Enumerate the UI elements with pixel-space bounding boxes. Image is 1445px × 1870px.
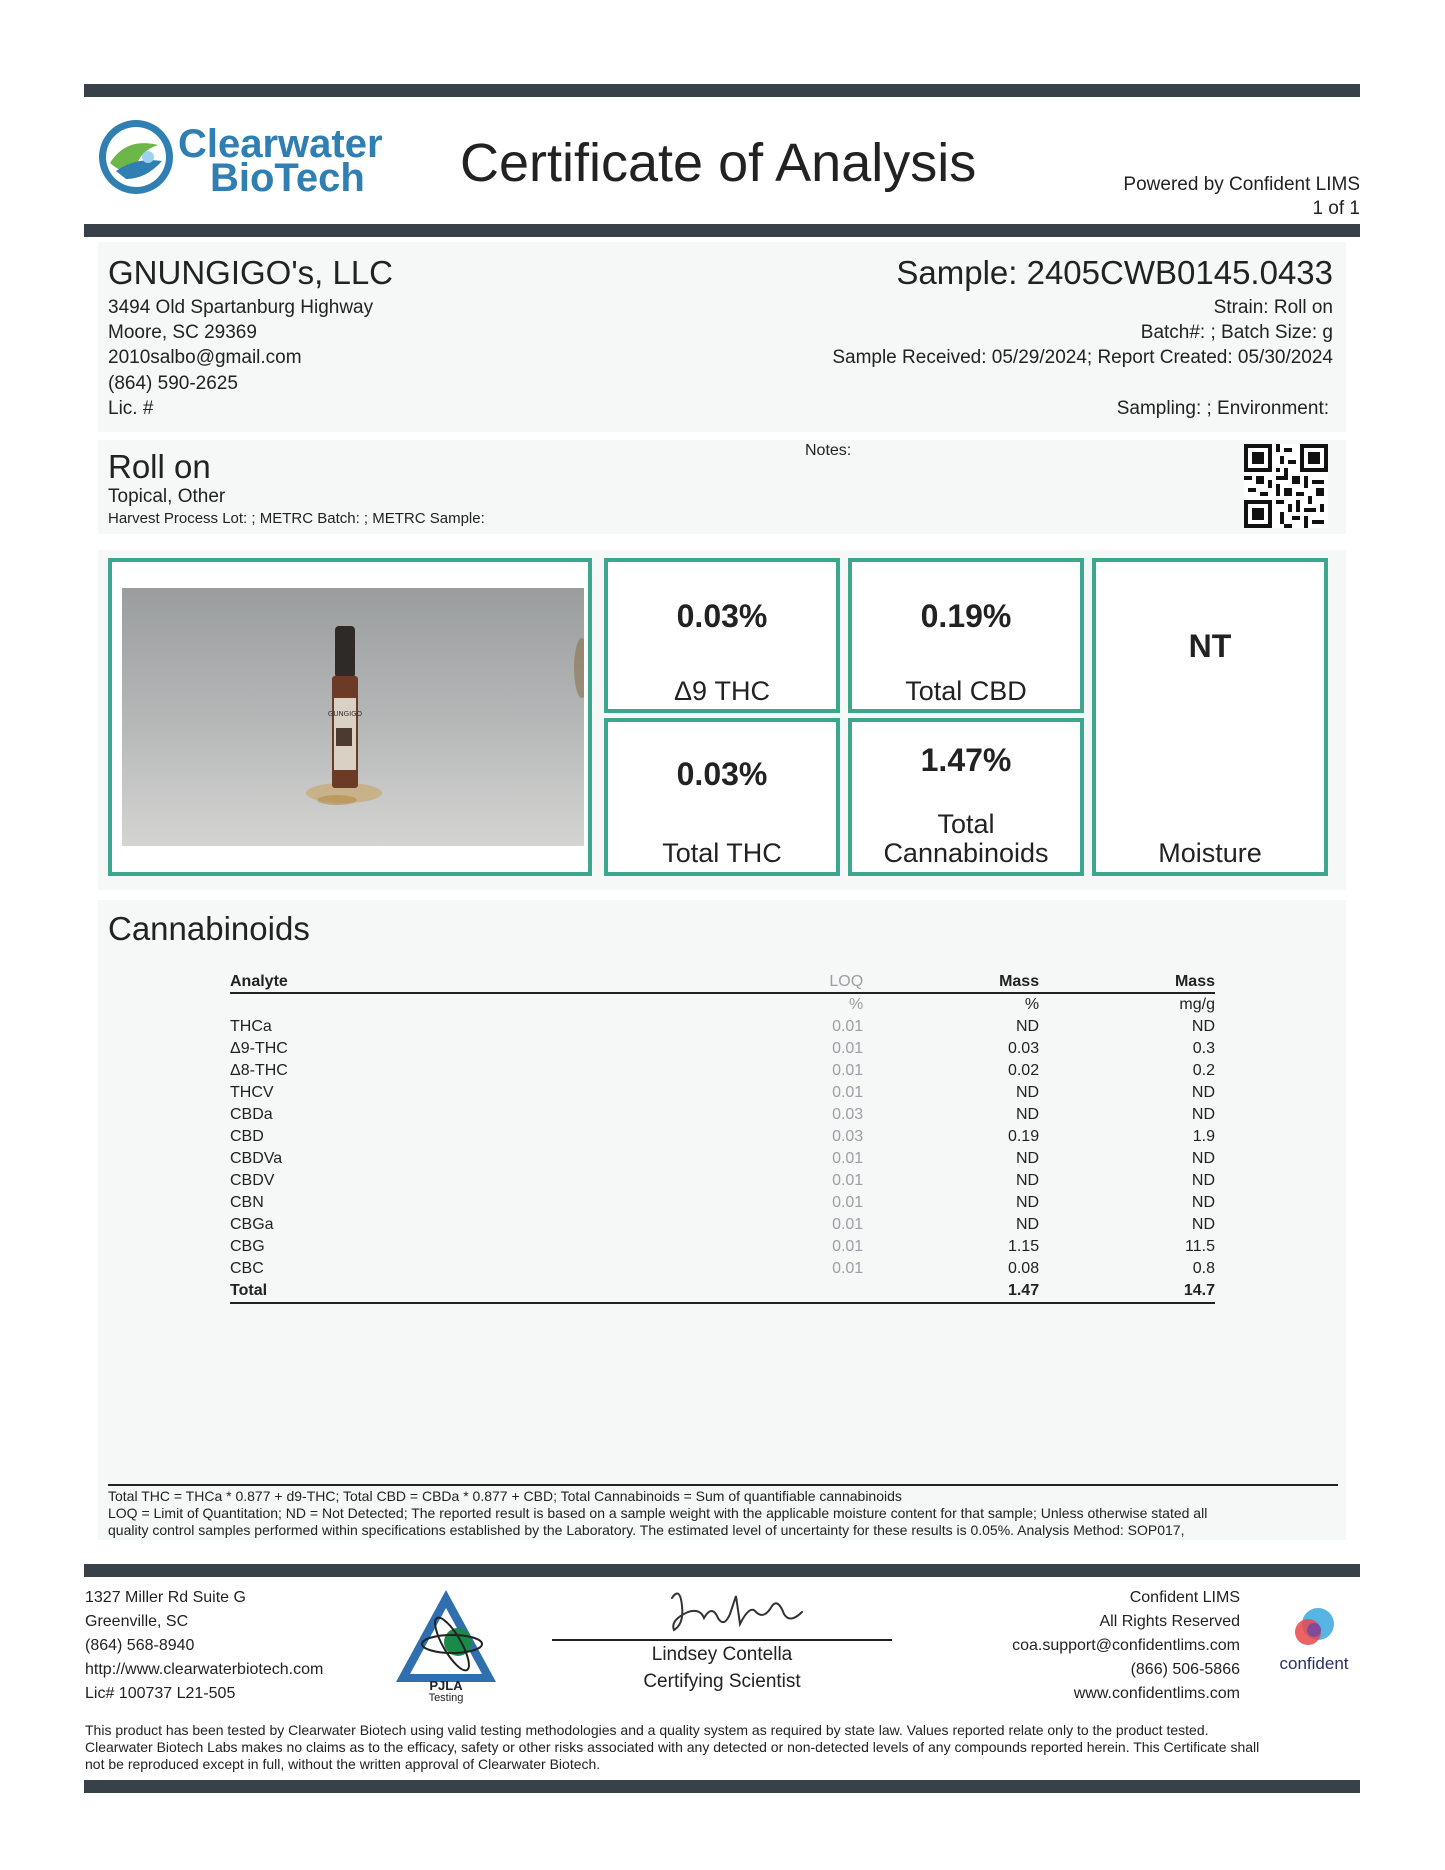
total-row: Total 1.47 14.7 bbox=[230, 1280, 1215, 1303]
table-row: CBDV 0.01 ND ND bbox=[230, 1172, 1215, 1189]
clearwater-logo-icon bbox=[96, 117, 176, 197]
table-row: CBC 0.01 0.08 0.8 bbox=[230, 1260, 1215, 1277]
table-row: CBGa 0.01 ND ND bbox=[230, 1216, 1215, 1233]
footer-divider bbox=[84, 1564, 1360, 1577]
d9thc-tile bbox=[604, 558, 840, 713]
moisture-label: Moisture bbox=[1158, 838, 1262, 868]
logo-clearwater-text: Clearwater bbox=[178, 122, 383, 166]
confident-logo-text: confident bbox=[1279, 1654, 1349, 1673]
table-row: THCV 0.01 ND ND bbox=[230, 1084, 1215, 1101]
product-lots: Harvest Process Lot: ; METRC Batch: ; METRC Sample: bbox=[108, 510, 485, 527]
cannabinoids-title: Cannabinoids bbox=[108, 910, 310, 947]
page-number: 1 of 1 bbox=[1312, 198, 1360, 219]
client-address1: 3494 Old Spartanburg Highway bbox=[108, 297, 374, 318]
client-address2: Moore, SC 29369 bbox=[108, 322, 257, 343]
disclaimer-line3: not be reproduced except in full, without the written approval of Clearwater Biotech. bbox=[85, 1756, 601, 1772]
header-divider bbox=[84, 224, 1360, 237]
cannabinoids-table bbox=[230, 972, 1215, 1304]
lims-website[interactable]: www.confidentlims.com bbox=[1073, 1685, 1240, 1702]
client-email: 2010salbo@gmail.com bbox=[108, 347, 302, 368]
total-cannabinoids-label1: Total bbox=[937, 809, 995, 839]
sample-id: Sample: 2405CWB0145.0433 bbox=[896, 254, 1333, 291]
total-thc-tile bbox=[604, 718, 840, 876]
top-bar bbox=[84, 84, 1360, 97]
client-name: GNUNGIGO's, LLC bbox=[108, 254, 394, 291]
header-loq: LOQ bbox=[652, 972, 863, 993]
client-license: Lic. # bbox=[108, 398, 154, 419]
total-cannabinoids-label2: Cannabinoids bbox=[883, 838, 1049, 868]
lims-rights: All Rights Reserved bbox=[1099, 1613, 1240, 1630]
notes-line1: Total THC = THCa * 0.877 + d9-THC; Total CBD = CBDa * 0.877 + CBD; Total Cannabinoids = Sum of quantifiable cannabinoids bbox=[108, 1488, 902, 1504]
table-row: CBD 0.03 0.19 1.9 bbox=[230, 1128, 1215, 1145]
lab-address1: 1327 Miller Rd Suite G bbox=[85, 1589, 246, 1606]
pjla-accreditation-logo bbox=[392, 1586, 500, 1714]
header-analyte: Analyte bbox=[230, 972, 652, 993]
product-category: Topical, Other bbox=[108, 486, 226, 507]
sample-sampling: Sampling: ; Environment: bbox=[1116, 398, 1329, 419]
notes-label: Notes: bbox=[805, 442, 852, 459]
lab-address2: Greenville, SC bbox=[85, 1613, 189, 1630]
page-title: Certificate of Analysis bbox=[460, 133, 977, 193]
qr-code[interactable] bbox=[1244, 444, 1328, 528]
signer-title: Certifying Scientist bbox=[643, 1671, 801, 1692]
lims-phone: (866) 506-5866 bbox=[1130, 1661, 1240, 1678]
lab-license: Lic# 100737 L21-505 bbox=[85, 1685, 236, 1702]
table-row: CBN 0.01 ND ND bbox=[230, 1194, 1215, 1211]
powered-by: Powered by Confident LIMS bbox=[1123, 174, 1360, 195]
sample-batch: Batch#: ; Batch Size: g bbox=[1140, 322, 1333, 343]
svg-text:GUNGIGO: GUNGIGO bbox=[327, 710, 363, 718]
client-phone: (864) 590-2625 bbox=[108, 373, 238, 394]
sample-strain: Strain: Roll on bbox=[1213, 297, 1333, 318]
total-thc-value: 0.03% bbox=[676, 756, 768, 792]
unit-mass-pct: % bbox=[1024, 996, 1040, 1013]
total-cbd-label: Total CBD bbox=[905, 676, 1027, 706]
moisture-value: NT bbox=[1188, 628, 1232, 664]
unit-mass-mg: mg/g bbox=[1179, 996, 1215, 1013]
total-cannabinoids-tile bbox=[848, 718, 1084, 876]
product-name: Roll on bbox=[108, 448, 211, 485]
table-row: CBDa 0.03 ND ND bbox=[230, 1106, 1215, 1123]
table-row: CBG 0.01 1.15 11.5 bbox=[230, 1238, 1215, 1255]
pjla-testing: Testing bbox=[428, 1692, 464, 1704]
logo-biotech-text: BioTech bbox=[210, 156, 365, 200]
total-thc-label: Total THC bbox=[662, 838, 782, 868]
total-cannabinoids-value: 1.47% bbox=[920, 742, 1012, 778]
unit-loq: % bbox=[848, 996, 864, 1013]
sample-dates: Sample Received: 05/29/2024; Report Created: 05/30/2024 bbox=[832, 347, 1333, 368]
signer-name: Lindsey Contella bbox=[651, 1644, 793, 1665]
sample-photo-tile bbox=[108, 558, 592, 876]
bottom-bar bbox=[84, 1780, 1360, 1793]
d9thc-label: Δ9 THC bbox=[673, 676, 771, 706]
disclaimer-line2: Clearwater Biotech Labs makes no claims as to the efficacy, safety or other risks associated with any detected or non-detected levels of any compounds reported herein. This Certificate shall bbox=[85, 1739, 1260, 1755]
signature bbox=[660, 1584, 820, 1638]
confident-logo-icon bbox=[1288, 1606, 1338, 1652]
d9thc-value: 0.03% bbox=[676, 598, 768, 634]
notes-line3: quality control samples performed within specifications established by the Laboratory. The estimated level of uncertainty for these results is 0.05%. Analysis Method: SOP017, bbox=[108, 1522, 1185, 1538]
total-cbd-value: 0.19% bbox=[920, 598, 1012, 634]
lims-name: Confident LIMS bbox=[1129, 1589, 1240, 1606]
table-row: THCa 0.01 ND ND bbox=[230, 1018, 1215, 1035]
units-row bbox=[230, 993, 1215, 1016]
table-header-row bbox=[230, 972, 1215, 993]
total-cbd-tile bbox=[848, 558, 1084, 713]
lims-email[interactable]: coa.support@confidentlims.com bbox=[1012, 1637, 1240, 1654]
table-row: Δ8-THC 0.01 0.02 0.2 bbox=[230, 1062, 1215, 1079]
header-mass-mg: Mass bbox=[1039, 972, 1215, 993]
moisture-tile bbox=[1092, 558, 1328, 876]
sample-photo bbox=[122, 588, 584, 846]
lab-website[interactable]: http://www.clearwaterbiotech.com bbox=[85, 1661, 324, 1678]
notes-divider bbox=[108, 1484, 1338, 1486]
header-mass-pct: Mass bbox=[863, 972, 1039, 993]
table-row: Δ9-THC 0.01 0.03 0.3 bbox=[230, 1040, 1215, 1057]
pjla-label: PJLA bbox=[429, 1678, 463, 1693]
notes-line2: LOQ = Limit of Quantitation; ND = Not Detected; The reported result is based on a sample weight with the applicable moisture content for that sample; Unless otherwise stated all bbox=[108, 1505, 1208, 1521]
lab-phone: (864) 568-8940 bbox=[85, 1637, 195, 1654]
signature-line bbox=[552, 1639, 892, 1641]
disclaimer-line1: This product has been tested by Clearwater Biotech using valid testing methodologies and a quality system as required by state law. Values reported relate only to the product tested. bbox=[85, 1722, 1209, 1738]
table-row: CBDVa 0.01 ND ND bbox=[230, 1150, 1215, 1167]
